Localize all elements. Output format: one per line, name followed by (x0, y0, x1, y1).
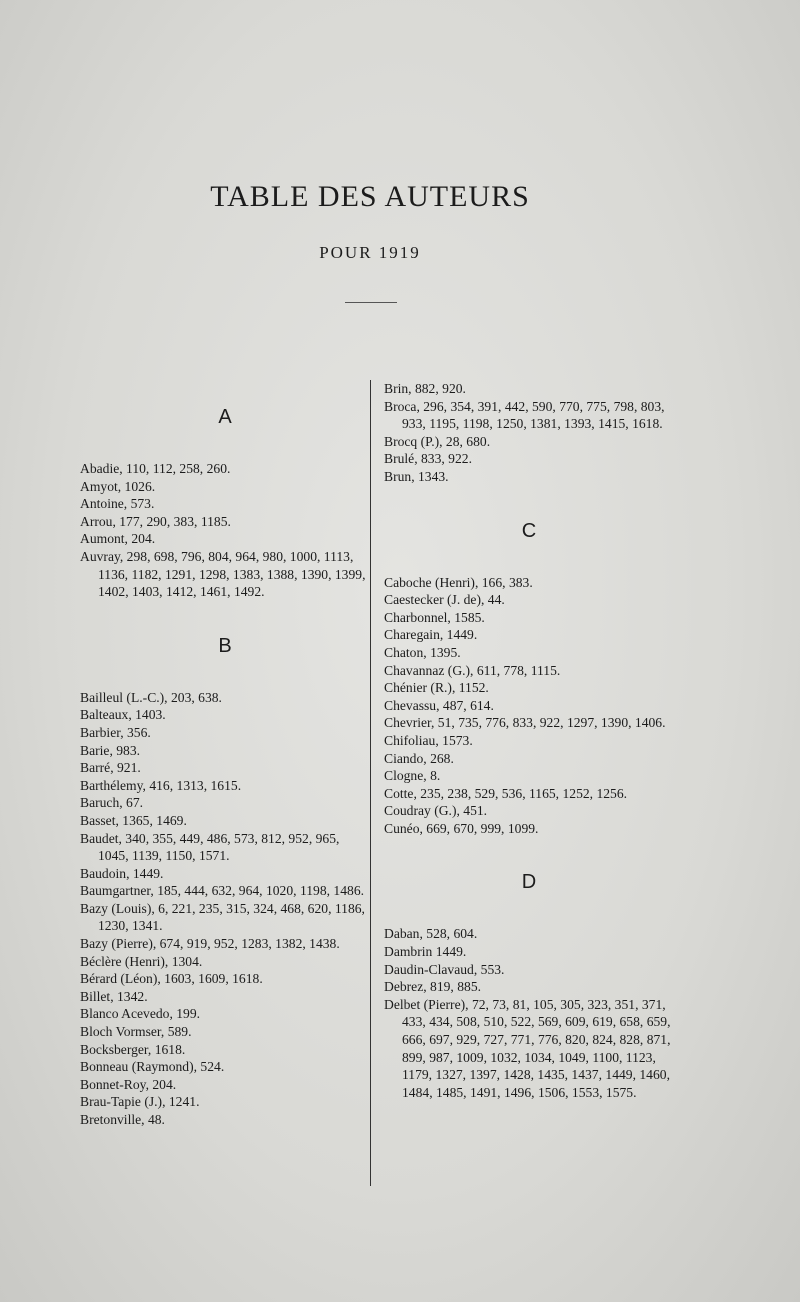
index-entry: Baumgartner, 185, 444, 632, 964, 1020, 1198, 1486. (80, 883, 365, 899)
index-entry: Basset, 1365, 1469. (80, 812, 187, 828)
index-entry: Bonnet-Roy, 204. (80, 1076, 177, 1092)
index-entry: Brun, 1343. (384, 468, 449, 484)
index-entry: Baudoin, 1449. (80, 865, 164, 881)
section-b-entries (80, 689, 370, 1129)
index-entry: Chevrier, 51, 735, 776, 833, 922, 1297, 1390, 1406. (384, 715, 666, 731)
index-entry: Chifoliau, 1573. (384, 732, 473, 748)
index-entry: Béclère (Henri), 1304. (80, 953, 203, 969)
index-entry: Coudray (G.), 451. (384, 803, 488, 819)
index-entry: Cotte, 235, 238, 529, 536, 1165, 1252, 1256. (384, 785, 628, 801)
left-column (80, 406, 370, 1129)
index-entry: Bazy (Pierre), 674, 919, 952, 1283, 1382, 1438. (80, 936, 340, 952)
index-entry: Amyot, 1026. (80, 478, 156, 494)
index-entry: Blanco Acevedo, 199. (80, 1006, 201, 1022)
index-entry: Barthélemy, 416, 1313, 1615. (80, 777, 242, 793)
index-entry: Brulé, 833, 922. (384, 451, 472, 467)
section-a-entries (80, 460, 370, 601)
title-rule (345, 302, 397, 303)
index-entry: Charbonnel, 1585. (384, 609, 485, 625)
index-entry: Aumont, 204. (80, 531, 156, 547)
index-entry: Barie, 983. (80, 742, 141, 758)
index-entry: Chénier (R.), 1152. (384, 680, 489, 696)
section-letter-a: A (218, 406, 232, 428)
index-entry: Brocq (P.), 28, 680. (384, 433, 491, 449)
index-entry: Billet, 1342. (80, 988, 148, 1004)
index-entry: Bocksberger, 1618. (80, 1041, 186, 1057)
index-entry: Debrez, 819, 885. (384, 979, 482, 995)
index-entry: Barré, 921. (80, 760, 141, 776)
index-entry: Caboche (Henri), 166, 383. (384, 574, 533, 590)
index-entry: Baudet, 340, 355, 449, 486, 573, 812, 952, 965, 1045, 1139, 1150, 1571. (80, 830, 340, 864)
index-entry: Baruch, 67. (80, 795, 144, 811)
index-entry: Ciando, 268. (384, 750, 454, 766)
index-entry: Barbier, 356. (80, 724, 151, 740)
index-entry: Cunéo, 669, 670, 999, 1099. (384, 820, 539, 836)
index-entry: Bailleul (L.-C.), 203, 638. (80, 689, 222, 705)
index-entry: Daban, 528, 604. (384, 926, 478, 942)
index-entry: Bérard (Léon), 1603, 1609, 1618. (80, 971, 263, 987)
section-letter-c: C (521, 519, 537, 542)
index-entry: Chevassu, 487, 614. (384, 697, 494, 713)
section-letter-b: B (218, 634, 232, 657)
index-entry: Chavannaz (G.), 611, 778, 1115. (384, 662, 561, 678)
index-entry: Brin, 882, 920. (384, 381, 466, 396)
index-entry: Broca, 296, 354, 391, 442, 590, 770, 775, 798, 803, 933, 1195, 1198, 1250, 1381, 1393, 1415, 1618. (384, 398, 665, 432)
index-entry: Delbet (Pierre), 72, 73, 81, 105, 305, 323, 351, 371, 433, 434, 508, 510, 522, 569, 609, 619, 658, 659, 666, 697, 929, 727, 771, 776, 820, 824, 828, 871, 899, 987, 1009, 1032, 1034, 1049, 1100, 1123, 1179, 1327, 1397, 1428, 1435, 1437, 1449, 1460, 1484, 1485, 1491, 1496, 1506, 1553, 1575. (384, 996, 671, 1100)
index-entry: Bloch Vormser, 589. (80, 1024, 192, 1040)
index-entry: Auvray, 298, 698, 796, 804, 964, 980, 1000, 1113, 1136, 1182, 1291, 1298, 1383, 1388, 1390, 1399, 1402, 1403, 1412, 1461, 1492. (80, 548, 366, 600)
index-entry: Balteaux, 1403. (80, 707, 166, 723)
section-d-entries (384, 925, 674, 1101)
index-entry: Clogne, 8. (384, 768, 441, 784)
index-entry: Bonneau (Raymond), 524. (80, 1059, 225, 1075)
index-entry: Arrou, 177, 290, 383, 1185. (80, 513, 231, 529)
continued-b-entries (384, 380, 674, 486)
index-entry: Bazy (Louis), 6, 221, 235, 315, 324, 468, 620, 1186, 1230, 1341. (80, 900, 365, 934)
index-entry: Brau-Tapie (J.), 1241. (80, 1094, 200, 1110)
section-letter-d: D (521, 871, 537, 894)
section-c-entries (384, 574, 674, 838)
page-title: TABLE DES AUTEURS (210, 180, 530, 213)
right-column (384, 380, 674, 1101)
index-entry: Abadie, 110, 112, 258, 260. (80, 461, 231, 476)
index-entry: Antoine, 573. (80, 496, 155, 512)
index-entry: Caestecker (J. de), 44. (384, 592, 505, 608)
index-entry: Daudin-Clavaud, 553. (384, 961, 505, 977)
index-entry: Dambrin 1449. (384, 944, 467, 960)
page-subtitle: POUR 1919 (319, 243, 421, 262)
index-entry: Chaton, 1395. (384, 644, 461, 660)
column-divider (370, 380, 371, 1186)
index-entry: Bretonville, 48. (80, 1112, 165, 1127)
index-entry: Charegain, 1449. (384, 627, 478, 643)
